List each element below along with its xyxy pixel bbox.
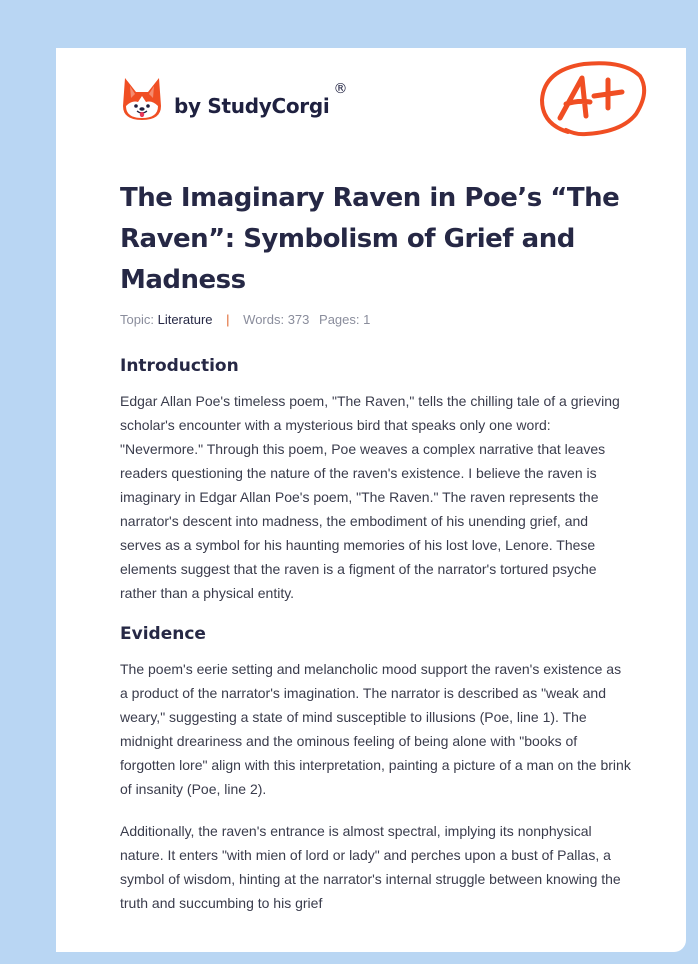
paragraph: The poem's eerie setting and melancholic mood support the raven's existence as a product of the narrator's imagination. The narrator is described as "weak and weary," suggesting a state of mind susceptible to illusions (Poe, line 1). The midnight dreariness and the ominous feeling of being alone with "books of forgotten lore" align with this interpretation, painting a picture of a man on the brink of insanity (Poe, line 2).: [120, 661, 631, 797]
topic-label: Topic:: [120, 312, 154, 327]
registered-mark: ®: [333, 81, 348, 97]
paragraph: Additionally, the raven's entrance is almost spectral, implying its nonphysical nature. It enters "with mien of lord or lady" and perches upon a bust of Pallas, a symbol of wisdom, hinting at the narrator's internal struggle between knowing the truth and succumbing to his grief: [120, 823, 621, 911]
article-meta: [120, 312, 370, 327]
article-body: [120, 353, 632, 933]
meta-separator: |: [226, 312, 230, 327]
article-title: The Imaginary Raven in Poe’s “The Raven”: Symbolism of Grief and Madness: [120, 183, 620, 295]
brand-name: by StudyCorgi: [174, 94, 330, 118]
section-heading-introduction: Introduction: [120, 356, 239, 376]
studycorgi-logo[interactable]: [122, 76, 347, 122]
document-card: [56, 48, 686, 952]
paragraph: Edgar Allan Poe's timeless poem, "The Raven," tells the chilling tale of a grieving scholar's encounter with a mysterious bird that speaks only one word: "Nevermore." Through this poem, Poe weaves a complex narrative that leaves readers questioning the nature of the raven's existence. I believe the raven is imaginary in Edgar Allan Poe's poem, "The Raven." The raven represents the narrator's descent into madness, the embodiment of his unending grief, and serves as a symbol for his haunting memories of his lost love, Lenore. These elements suggest that the raven is a figment of the narrator's tortured psyche rather than a physical entity.: [120, 393, 620, 601]
section-heading-evidence: Evidence: [120, 624, 206, 644]
a-plus-grade-icon: [538, 58, 650, 140]
word-count: Words: 373: [243, 312, 310, 327]
corgi-logo-icon: [122, 76, 162, 122]
topic-link[interactable]: Literature: [157, 312, 213, 327]
page-count: Pages: 1: [319, 312, 371, 327]
